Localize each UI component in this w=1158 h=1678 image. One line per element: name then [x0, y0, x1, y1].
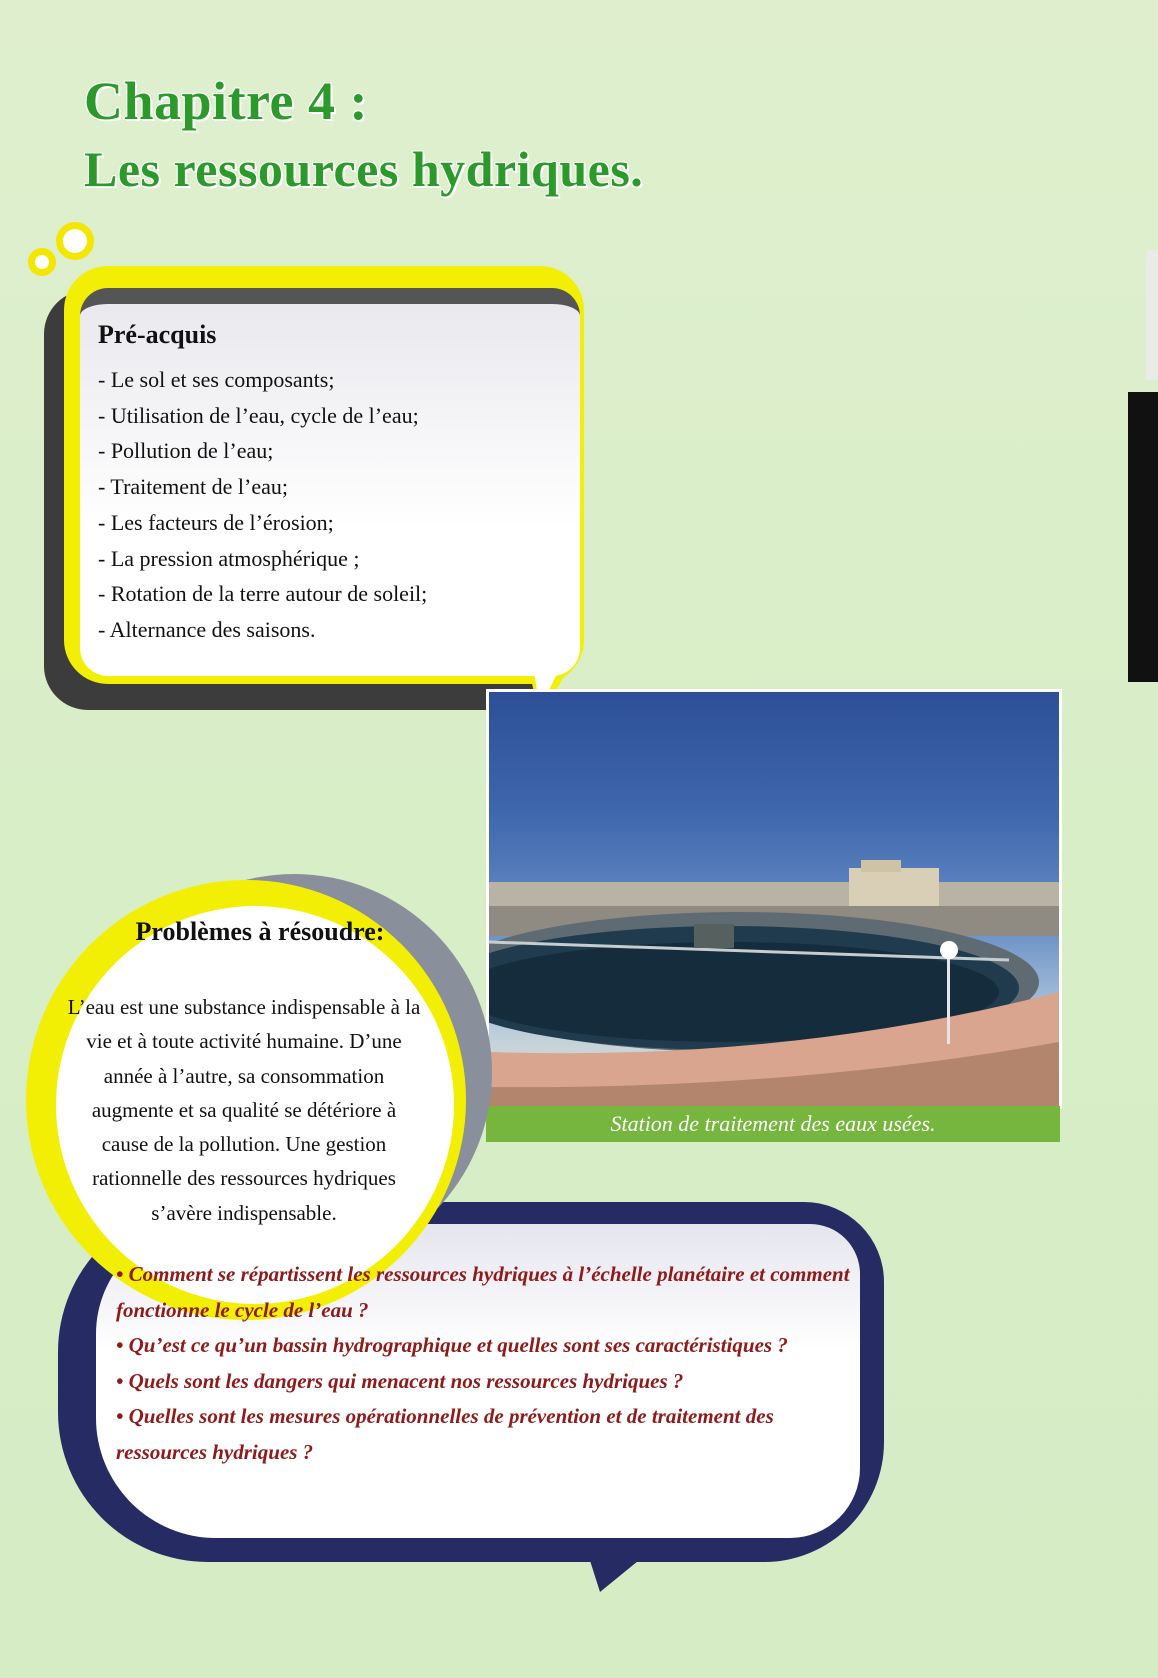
- decor-dot-large: [56, 222, 94, 260]
- list-item: • Quelles sont les mesures opérationnelles de prévention et de traitement des ressources hydriques ?: [116, 1404, 774, 1464]
- treatment-plant-illustration: [489, 692, 1059, 1106]
- list-item: - Utilisation de l’eau, cycle de l’eau;: [98, 402, 419, 428]
- questions-bubble-tail: [586, 1548, 654, 1592]
- list-item: - Rotation de la terre autour de soleil;: [98, 581, 428, 607]
- photo-caption: Station de traitement des eaux usées.: [486, 1106, 1060, 1142]
- list-item: - Pollution de l’eau;: [98, 438, 274, 464]
- chapter-number: Chapitre 4 :: [84, 71, 368, 131]
- scan-edge-mark: [1128, 392, 1158, 682]
- list-item: - Alternance des saisons.: [98, 616, 316, 642]
- list-item: - Le sol et ses composants;: [98, 367, 335, 392]
- list-item: - La pression atmosphérique ;: [98, 545, 360, 571]
- chapter-title: Les ressources hydriques.: [84, 141, 644, 197]
- list-item: • Comment se répartissent les ressources hydriques à l’échelle planétaire et comment fonctionne le cycle de l’eau ?: [116, 1262, 850, 1322]
- list-item: - Traitement de l’eau;: [98, 474, 289, 500]
- questions-list: [116, 1257, 856, 1470]
- list-item: - Les facteurs de l’érosion;: [98, 509, 334, 535]
- prerequisites-list: [98, 362, 427, 648]
- treatment-plant-photo: [489, 692, 1059, 1106]
- problems-title: Problèmes à résoudre:: [135, 917, 385, 946]
- list-item: • Qu’est ce qu’un bassin hydrographique et quelles sont ses caractéristiques ?: [116, 1333, 788, 1357]
- scan-edge-light: [1146, 250, 1158, 380]
- list-item: • Quels sont les dangers qui menacent nos ressources hydriques ?: [116, 1368, 684, 1393]
- prerequisites-title: Pré-acquis: [98, 320, 217, 349]
- decor-dot-small: [28, 248, 56, 276]
- problems-text: L’eau est une substance indispensable à la vie et à toute activité humaine. D’une année à l’autre, sa consommation augmente et sa qualité se détériore à cause de la pollution. Une gestion rationnelle des ressources hydriques s’avère indispensable.: [67, 995, 421, 1225]
